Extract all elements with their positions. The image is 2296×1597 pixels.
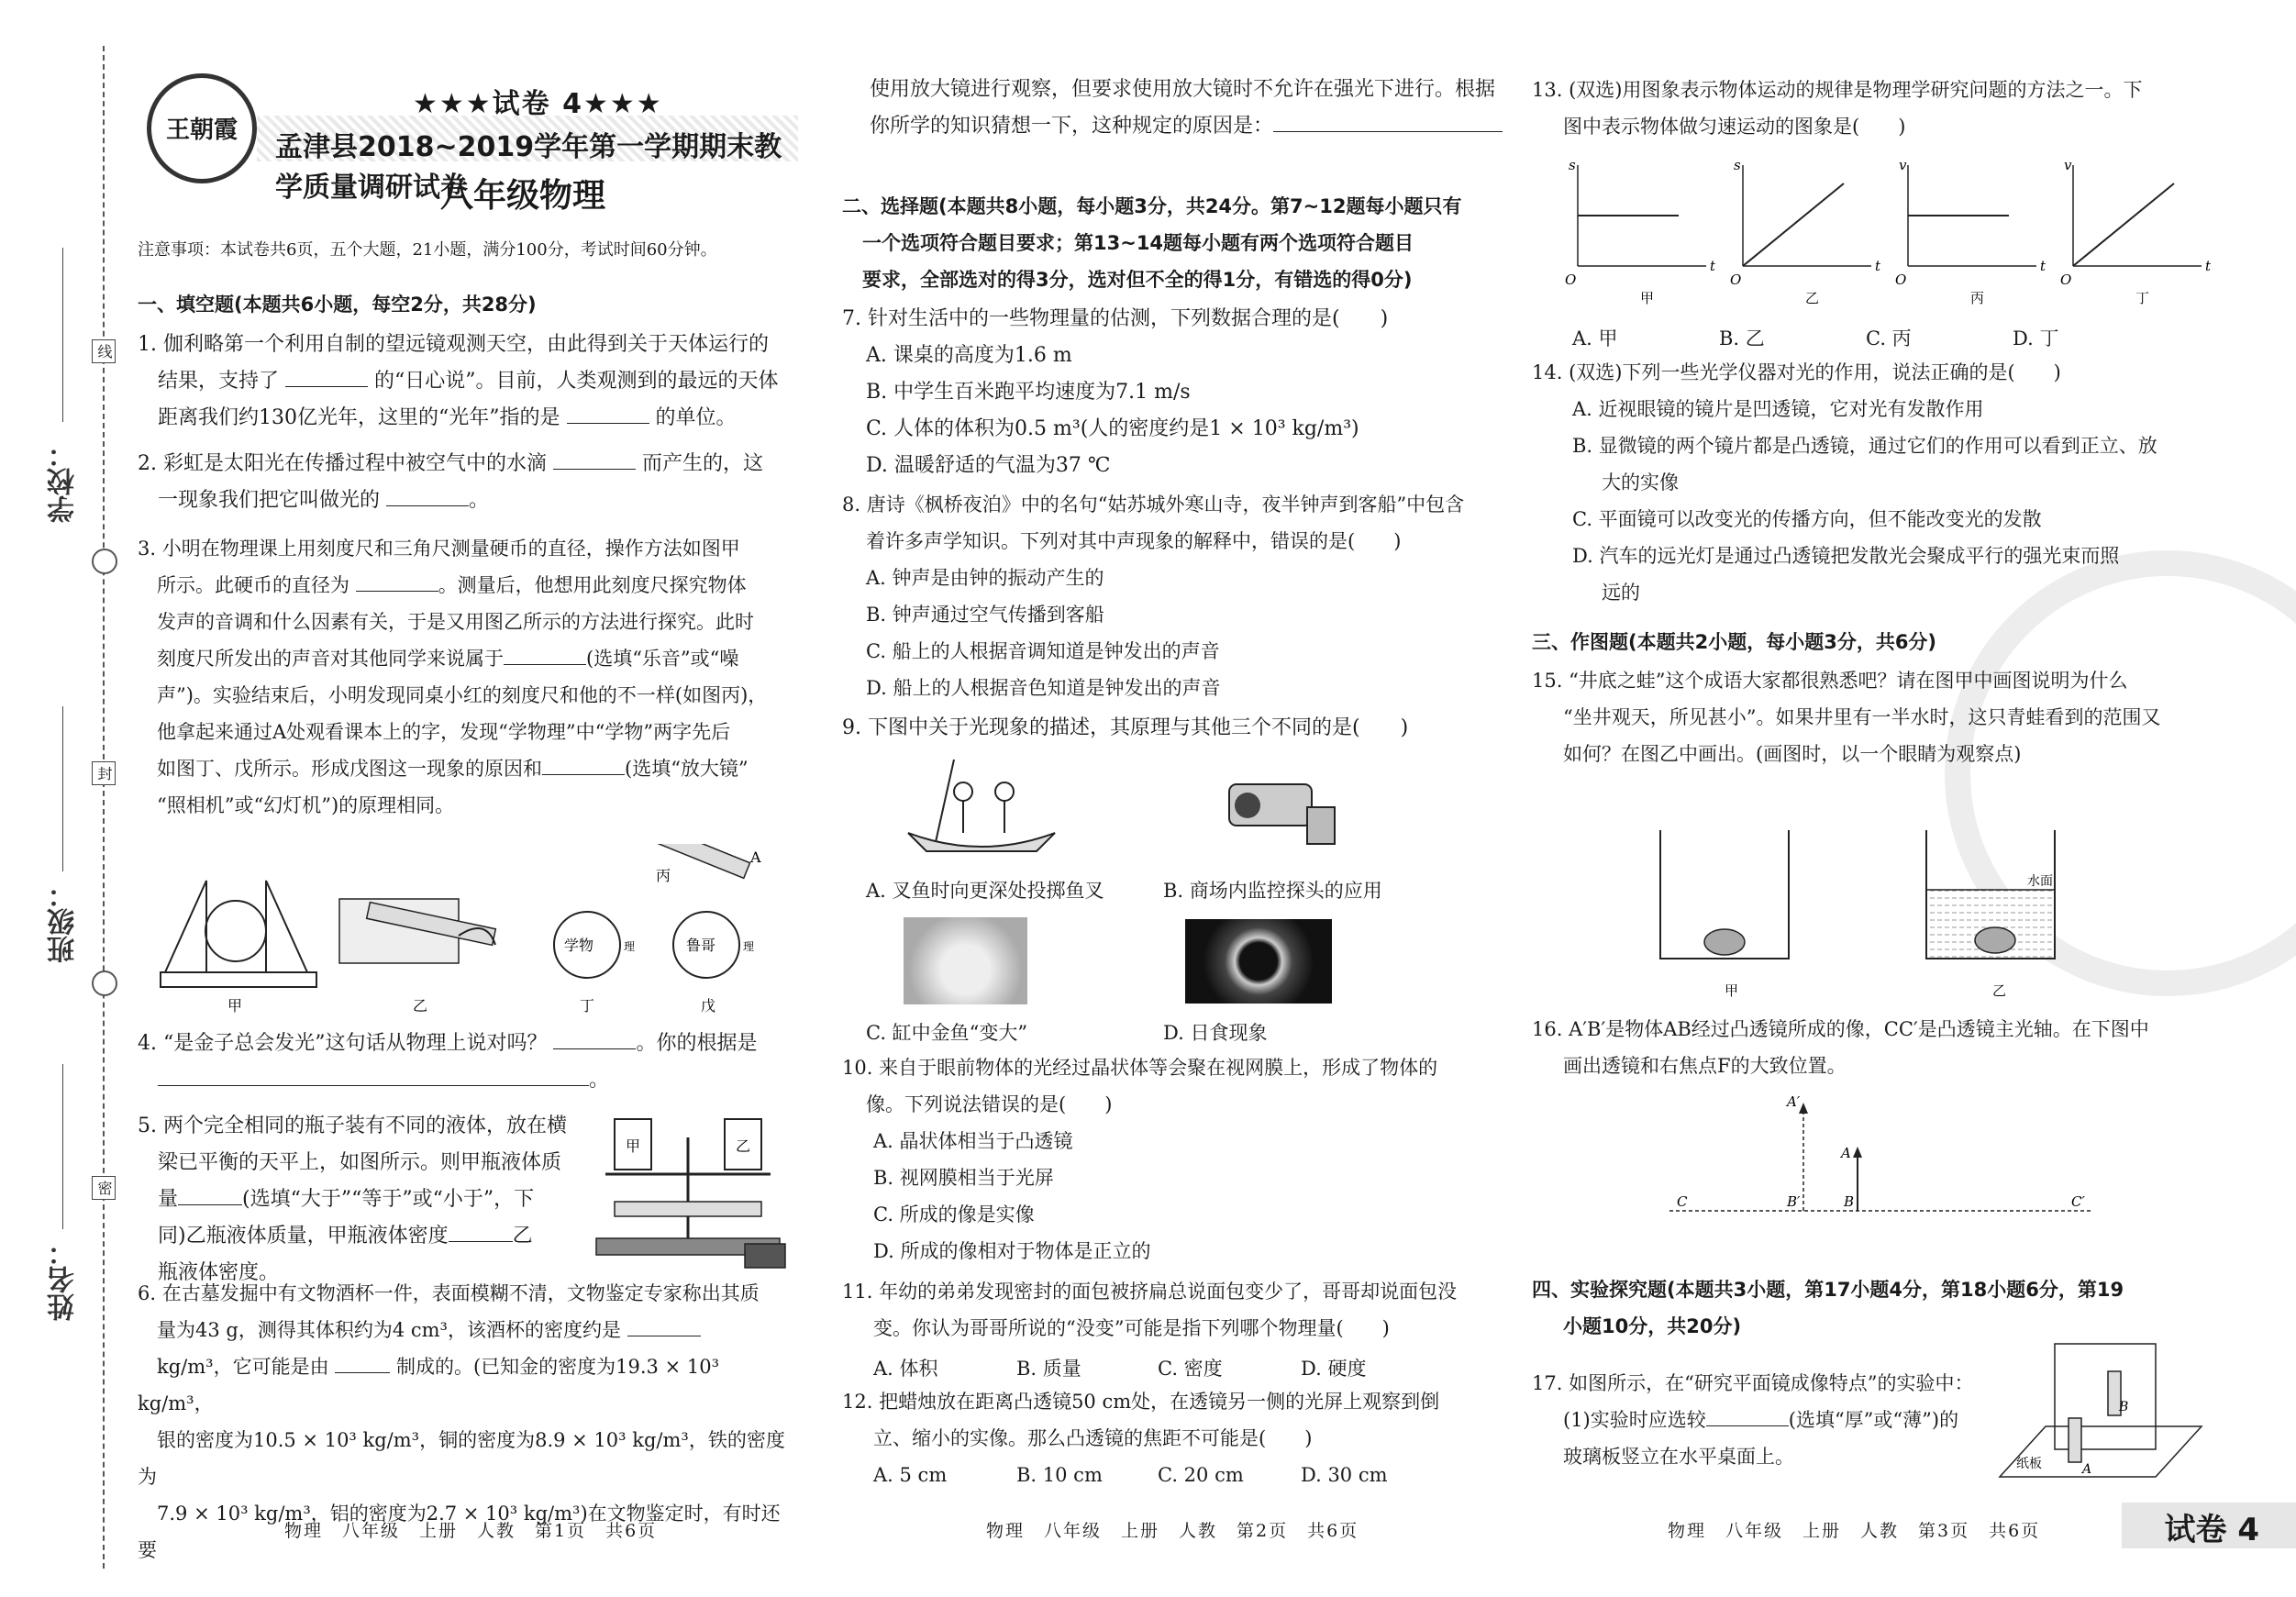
q13-motion-graphs xyxy=(1559,156,2238,312)
label-a: A xyxy=(1841,1145,1851,1161)
q11-option[interactable]: D. 硬度 xyxy=(1301,1358,1367,1380)
q16-line: 16. A′B′是物体AB经过凸透镜所成的像，CC′是凸透镜主光轴。在下图中 xyxy=(1532,1018,2149,1040)
q17-mirror-figure xyxy=(1991,1339,2211,1486)
fig-caption-wu: 戊 xyxy=(701,997,716,1015)
well-yi xyxy=(1926,830,2055,999)
fig-caption-jia: 甲 xyxy=(227,997,243,1015)
q3-line: “照相机”或“幻灯机”)的原理相同。 xyxy=(157,794,455,816)
answer-blank[interactable] xyxy=(178,1184,242,1205)
well-jia xyxy=(1660,830,1789,999)
candle-a-label: A xyxy=(2082,1462,2092,1477)
q6-line: 你所学的知识猜想一下，这种规定的原因是： xyxy=(870,108,1503,145)
answer-blank[interactable] xyxy=(1706,1405,1789,1426)
q3-line: 发声的音调和什么因素有关，于是又用图乙所示的方法进行探究。此时 xyxy=(157,611,754,633)
q4-line: 4. “是金子总会发光”这句话从物理上说对吗？ 。你的根据是 xyxy=(138,1026,798,1062)
q3-line: 所示。此硬币的直径为 。测量后，他想用此刻度尺探究物体 xyxy=(138,567,798,604)
class-label: 班级： xyxy=(48,881,80,963)
q9-option[interactable]: B. 商场内监控探头的应用 xyxy=(1163,880,1382,902)
well-caption: 乙 xyxy=(1992,982,2007,999)
answer-blank[interactable] xyxy=(504,644,586,665)
binding-knot xyxy=(92,549,117,574)
q3-line: 他拿起来通过A处观看课本上的字，发现“学物理”中“学物”两字先后 xyxy=(157,721,731,743)
goldfish-bowl-image xyxy=(904,917,1027,1004)
q10-stem: 像。下列说法错误的是( ) xyxy=(866,1093,1113,1115)
security-camera-image xyxy=(1220,771,1348,853)
bottle-yi-label: 乙 xyxy=(736,1137,751,1155)
graph-caption: 乙 xyxy=(1805,290,1820,306)
section-4-title: 四、实验探究题(本题共3小题，第17小题4分，第18小题6分，第19 小题10分，共20分) xyxy=(1532,1279,2124,1337)
q4-line: 。 xyxy=(138,1062,798,1099)
seal-mark-seal: 封 xyxy=(92,761,116,785)
q3-line: 3. 小明在物理课上用刻度尺和三角尺测量硬币的直径，操作方法如图甲 xyxy=(138,538,740,560)
q10-option[interactable]: C. 所成的像是实像 xyxy=(873,1203,1035,1225)
question-6-continued xyxy=(870,72,1503,145)
ding-text-li: 理 xyxy=(624,940,636,953)
question-14 xyxy=(1532,354,2211,611)
brand-logo xyxy=(147,73,257,183)
ding-text: 学物 xyxy=(564,937,594,954)
axis-x-label: t xyxy=(2205,258,2212,274)
q11-stem: 变。你认为哥哥所说的“没变”可能是指下列哪个物理量( ) xyxy=(873,1317,1390,1339)
q12-stem: 立、缩小的实像。那么凸透镜的焦距不可能是( ) xyxy=(873,1427,1313,1449)
q12-stem: 12. 把蜡烛放在距离凸透镜50 cm处，在透镜另一侧的光屏上观察到倒 xyxy=(842,1391,1440,1413)
graph-ding xyxy=(2060,157,2212,306)
q9-option[interactable]: A. 叉鱼时向更深处投掷鱼叉 xyxy=(866,880,1104,902)
q5-line: 5. 两个完全相同的瓶子装有不同的液体，放在横 xyxy=(138,1115,567,1137)
candle-a-icon xyxy=(2069,1418,2081,1462)
q17-line: (1)实验时应选较 (选填“厚”或“薄”)的 xyxy=(1532,1402,2009,1438)
q7-option[interactable]: B. 中学生百米跑平均速度为7.1 m/s xyxy=(866,381,1191,404)
question-9 xyxy=(842,710,1503,747)
q17-line: 玻璃板竖立在水平桌面上。 xyxy=(1563,1446,1794,1468)
wu-text-li: 理 xyxy=(743,940,755,953)
answer-blank[interactable] xyxy=(553,1028,636,1049)
axis-x-label: t xyxy=(2040,258,2046,274)
q5-line: 瓶液体密度。 xyxy=(158,1261,280,1284)
q3-line: 如图丁、戊所示。形成戊图这一现象的原因和 (选填“放大镜” xyxy=(138,750,798,787)
q11-option[interactable]: A. 体积 xyxy=(873,1358,938,1380)
exam-header xyxy=(138,55,798,220)
q9-option[interactable]: C. 缸中金鱼“变大” xyxy=(866,1022,1028,1044)
class-line xyxy=(62,706,63,871)
q5-line: 同)乙瓶液体质量，甲瓶液体密度 乙 xyxy=(138,1218,578,1255)
q10-stem: 10. 来自于眼前物体的光经过晶状体等会聚在视网膜上，形成了物体的 xyxy=(842,1057,1438,1079)
q6-line: 量为43 g，测得其体积约为4 cm³，该酒杯的密度约是 xyxy=(138,1312,798,1348)
origin-label: O xyxy=(2060,272,2072,288)
question-12 xyxy=(842,1383,1503,1457)
q13-option[interactable]: B. 乙 xyxy=(1719,327,1765,349)
q2-line: 2. 彩虹是太阳光在传播过程中被空气中的水滴 而产生的，这 xyxy=(138,446,798,482)
question-7 xyxy=(842,301,1503,484)
binding-knot xyxy=(92,970,117,996)
question-17 xyxy=(1532,1365,2009,1475)
q1-line: 距离我们约130亿光年，这里的“光年”指的是 的单位。 xyxy=(138,400,798,437)
answer-blank[interactable] xyxy=(627,1315,701,1336)
q10-option[interactable]: B. 视网膜相当于光屏 xyxy=(873,1167,1054,1189)
q3-line: 刻度尺所发出的声音对其他同学来说属于 (选填“乐音”或“噪 xyxy=(138,640,798,677)
q13-option[interactable]: C. 丙 xyxy=(1866,327,1912,349)
graph-jia xyxy=(1565,157,1716,306)
fig-yi-ruler-desk xyxy=(339,899,495,963)
question-8 xyxy=(842,486,1503,706)
label-b: B xyxy=(1844,1193,1855,1210)
school-line xyxy=(62,248,63,422)
graph-caption: 丁 xyxy=(2135,290,2150,306)
frog-icon xyxy=(1704,929,1745,955)
q7-option[interactable]: D. 温暖舒适的气温为37 ℃ xyxy=(866,454,1111,477)
section-2-title: 二、选择题(本题共8小题，每小题3分，共24分。第7~12题每小题只有 一个选项符合题目要求；第13~14题每小题有两个选项符合题目 要求，全部选对的得3分，选对但不全的得1分，有错选的得0分) xyxy=(842,195,1462,291)
graph-caption: 甲 xyxy=(1640,290,1655,306)
q8-option[interactable]: A. 钟声是由钟的振动产生的 xyxy=(866,567,1104,589)
q1-line: 1. 伽利略第一个利用自制的望远镜观测天空，由此得到关于天体运行的 xyxy=(138,333,769,356)
axis-x-label: t xyxy=(1710,258,1716,274)
axis-y-label: v xyxy=(2064,157,2072,173)
fig-caption-ding: 丁 xyxy=(580,997,595,1015)
answer-blank[interactable] xyxy=(553,449,636,470)
label-c: C xyxy=(1677,1193,1688,1210)
origin-label: O xyxy=(1565,272,1577,288)
q7-option[interactable]: A. 课桌的高度为1.6 m xyxy=(866,344,1072,367)
cardboard-label: 纸板 xyxy=(2016,1457,2042,1471)
fig-wu-circle xyxy=(673,912,754,978)
fig-bing-ruler xyxy=(616,844,761,878)
answer-blank[interactable] xyxy=(356,571,438,592)
answer-blank[interactable] xyxy=(1273,111,1503,132)
question-5 xyxy=(138,1108,578,1292)
solar-eclipse-image xyxy=(1185,919,1332,1004)
paper-number: ★★★试卷 4★★★ xyxy=(413,88,663,120)
q11-option[interactable]: C. 密度 xyxy=(1158,1358,1223,1380)
q8-option[interactable]: D. 船上的人根据音色知道是钟发出的声音 xyxy=(866,677,1221,699)
label-b-prime: B′ xyxy=(1787,1193,1801,1210)
exam-notice: 注意事项：本试卷共6页，五个大题，21小题，满分100分，考试时间60分钟。 xyxy=(138,240,717,260)
q8-stem: 8. 唐诗《枫桥夜泊》中的名句“姑苏城外寒山寺，夜半钟声到客船”中包含 xyxy=(842,494,1465,516)
question-3 xyxy=(138,530,798,824)
question-10 xyxy=(842,1049,1503,1270)
q5-balance-figure xyxy=(587,1101,798,1275)
answer-blank[interactable] xyxy=(449,1221,513,1242)
q14-stem: 14. (双选)下列一些光学仪器对光的作用，说法正确的是( ) xyxy=(1532,361,2061,383)
q11-option[interactable]: B. 质量 xyxy=(1016,1358,1081,1380)
fig-jia-ruler-coin xyxy=(161,881,316,987)
subject-title: 八年级物理 xyxy=(440,177,606,215)
binding-margin xyxy=(0,0,138,1597)
section-3-title: 三、作图题(本题共2小题，每小题3分，共6分) xyxy=(1532,631,1937,653)
q15-well-figures[interactable] xyxy=(1651,821,2128,1004)
section-1-title: 一、填空题(本题共6小题，每空2分，共28分) xyxy=(138,294,537,316)
q7-stem: 7. 针对生活中的一些物理量的估测，下列数据合理的是( ) xyxy=(842,307,1389,330)
question-4 xyxy=(138,1026,798,1099)
logo-text: 王朝霞 xyxy=(165,116,238,144)
fishing-boat-image xyxy=(899,760,1064,860)
answer-blank[interactable] xyxy=(567,403,649,424)
answer-blank[interactable] xyxy=(158,1065,589,1086)
q3-line: 声”)。实验结束后，小明发现同桌小红的刻度尺和他的不一样(如图丙)， xyxy=(157,684,768,706)
graph-bing xyxy=(1895,157,2046,306)
q6-line: 7.9 × 10³ kg/m³，铝的密度为2.7 × 10³ kg/m³)在文物鉴定时，有时还要 xyxy=(138,1503,781,1561)
corner-tag: 试卷 4 xyxy=(2164,1512,2259,1548)
q14-option-cont: 远的 xyxy=(1602,582,1640,604)
fig-caption-bing: 丙 xyxy=(656,867,671,884)
page-footer-2: 物理 八年级 上册 人教 第2页 共6页 xyxy=(986,1521,1359,1541)
answer-blank[interactable] xyxy=(542,754,625,775)
q8-stem: 着许多声学知识。下列对其中声现象的解释中，错误的是( ) xyxy=(866,530,1402,552)
answer-blank[interactable] xyxy=(386,485,469,506)
q13-option[interactable]: D. 丁 xyxy=(2013,327,2059,349)
name-line xyxy=(62,1064,63,1229)
q13-stem: 13. (双选)用图象表示物体运动的规律是物理学研究问题的方法之一。下 xyxy=(1532,79,2143,101)
q14-option[interactable]: A. 近视眼镜的镜片是凹透镜，它对光有发散作用 xyxy=(1572,398,1984,420)
seal-mark-dense: 密 xyxy=(92,1176,116,1200)
q10-option[interactable]: D. 所成的像相对于物体是正立的 xyxy=(873,1240,1151,1262)
fig-caption-yi: 乙 xyxy=(413,997,428,1015)
question-15 xyxy=(1532,662,2211,772)
q7-option[interactable]: C. 人体的体积为0.5 m³(人的密度约是1 × 10³ kg/m³) xyxy=(866,417,1359,440)
wu-text: 鲁哥 xyxy=(686,937,716,954)
question-1 xyxy=(138,327,798,437)
q2-line: 一现象我们把它叫做光的 。 xyxy=(138,482,798,519)
q6-line: 银的密度为10.5 × 10³ kg/m³，铜的密度为8.9 × 10³ kg/m³，铁的密度为 xyxy=(138,1429,785,1488)
name-label: 姓名： xyxy=(48,1238,80,1321)
q6-line: kg/m³，它可能是由 制成的。(已知金的密度为19.3 × 10³ kg/m³， xyxy=(138,1348,798,1422)
axis-y-label: s xyxy=(1569,157,1576,173)
q9-stem: 9. 下图中关于光现象的描述，其原理与其他三个不同的是( ) xyxy=(842,716,1409,739)
label-a-prime: A′ xyxy=(1787,1093,1801,1110)
answer-blank[interactable] xyxy=(335,1352,390,1373)
q12-option[interactable]: A. 5 cm xyxy=(873,1464,948,1486)
q14-option-cont: 大的实像 xyxy=(1602,471,1679,494)
axis-y-label: s xyxy=(1734,157,1741,173)
q15-line: 15. “井底之蛙”这个成语大家都很熟悉吧？请在图甲中画图说明为什么 xyxy=(1532,670,2128,692)
q13-stem: 图中表示物体做匀速运动的图象是( ) xyxy=(1563,116,1906,138)
q13-option[interactable]: A. 甲 xyxy=(1572,327,1618,349)
q17-line: 17. 如图所示，在“研究平面镜成像特点”的实验中： xyxy=(1532,1372,1974,1394)
page-footer-3: 物理 八年级 上册 人教 第3页 共6页 xyxy=(1668,1521,2041,1541)
axis-x-label: t xyxy=(1875,258,1881,274)
q12-option[interactable]: B. 10 cm xyxy=(1016,1464,1103,1486)
bottle-jia-label: 甲 xyxy=(626,1137,641,1155)
q1-line: 结果，支持了 的“日心说”。目前，人类观测到的最远的天体 xyxy=(138,363,798,400)
water-surface-label: 水面 xyxy=(2027,874,2053,889)
q12-option[interactable]: D. 30 cm xyxy=(1301,1464,1388,1486)
q6-line: 6. 在古墓发掘中有文物酒杯一件，表面模糊不清，文物鉴定专家称出其质 xyxy=(138,1282,760,1304)
q12-option[interactable]: C. 20 cm xyxy=(1158,1464,1244,1486)
q3-figures xyxy=(156,844,798,1018)
q14-option[interactable]: C. 平面镜可以改变光的传播方向，但不能改变光的发散 xyxy=(1572,508,2042,530)
well-caption: 甲 xyxy=(1725,982,1739,999)
q14-option[interactable]: D. 汽车的远光灯是通过凸透镜把发散光会聚成平行的强光束而照 xyxy=(1572,545,2120,567)
q8-option[interactable]: B. 钟声通过空气传播到客船 xyxy=(866,604,1104,626)
q14-option[interactable]: B. 显微镜的两个镜片都是凸透镜，通过它们的作用可以看到正立、放 xyxy=(1572,435,2157,457)
axis-y-label: v xyxy=(1899,157,1907,173)
fig-ding-circle xyxy=(554,912,635,978)
q10-option[interactable]: A. 晶状体相当于凸透镜 xyxy=(873,1130,1073,1152)
origin-label: O xyxy=(1730,272,1742,288)
q16-line: 画出透镜和右焦点F的大致位置。 xyxy=(1563,1055,1847,1077)
q6-line: 使用放大镜进行观察，但要求使用放大镜时不允许在强光下进行。根据 xyxy=(870,78,1496,101)
q16-optics-figure[interactable] xyxy=(1660,1092,2101,1220)
page-footer-1: 物理 八年级 上册 人教 第1页 共6页 xyxy=(284,1521,658,1541)
graph-yi xyxy=(1730,157,1881,306)
answer-blank[interactable] xyxy=(285,366,368,387)
school-label: 学校： xyxy=(48,440,80,523)
q8-option[interactable]: C. 船上的人根据音调知道是钟发出的声音 xyxy=(866,640,1220,662)
q15-line: “坐井观天，所见甚小”。如果井里有一半水时，这只青蛙看到的范围又 xyxy=(1563,706,2161,728)
q15-line: 如何？在图乙中画出。(画图时，以一个眼睛为观察点) xyxy=(1563,743,2022,765)
exam-title: 孟津县2018~2019学年第一学期期末教学质量调研试卷 xyxy=(275,131,782,204)
candle-b-label: B xyxy=(2119,1400,2129,1414)
q5-line: 量 (选填“大于”“等于”或“小于”，下 xyxy=(138,1181,578,1218)
label-c-prime: C′ xyxy=(2071,1193,2085,1210)
q5-line: 梁已平衡的天平上，如图所示。则甲瓶液体质 xyxy=(158,1151,562,1174)
graph-caption: 丙 xyxy=(1970,290,1985,306)
question-13 xyxy=(1532,72,2211,145)
origin-label: O xyxy=(1895,272,1907,288)
q11-stem: 11. 年幼的弟弟发现密封的面包被挤扁总说面包变少了，哥哥却说面包没 xyxy=(842,1281,1458,1303)
question-16 xyxy=(1532,1011,2211,1084)
point-a-label: A xyxy=(750,848,761,866)
question-11 xyxy=(842,1273,1503,1347)
q9-option[interactable]: D. 日食现象 xyxy=(1163,1022,1268,1044)
question-2 xyxy=(138,446,798,519)
seal-mark-line: 线 xyxy=(92,339,116,363)
frog-icon xyxy=(1975,927,2015,953)
binding-dash-line xyxy=(103,46,105,1569)
